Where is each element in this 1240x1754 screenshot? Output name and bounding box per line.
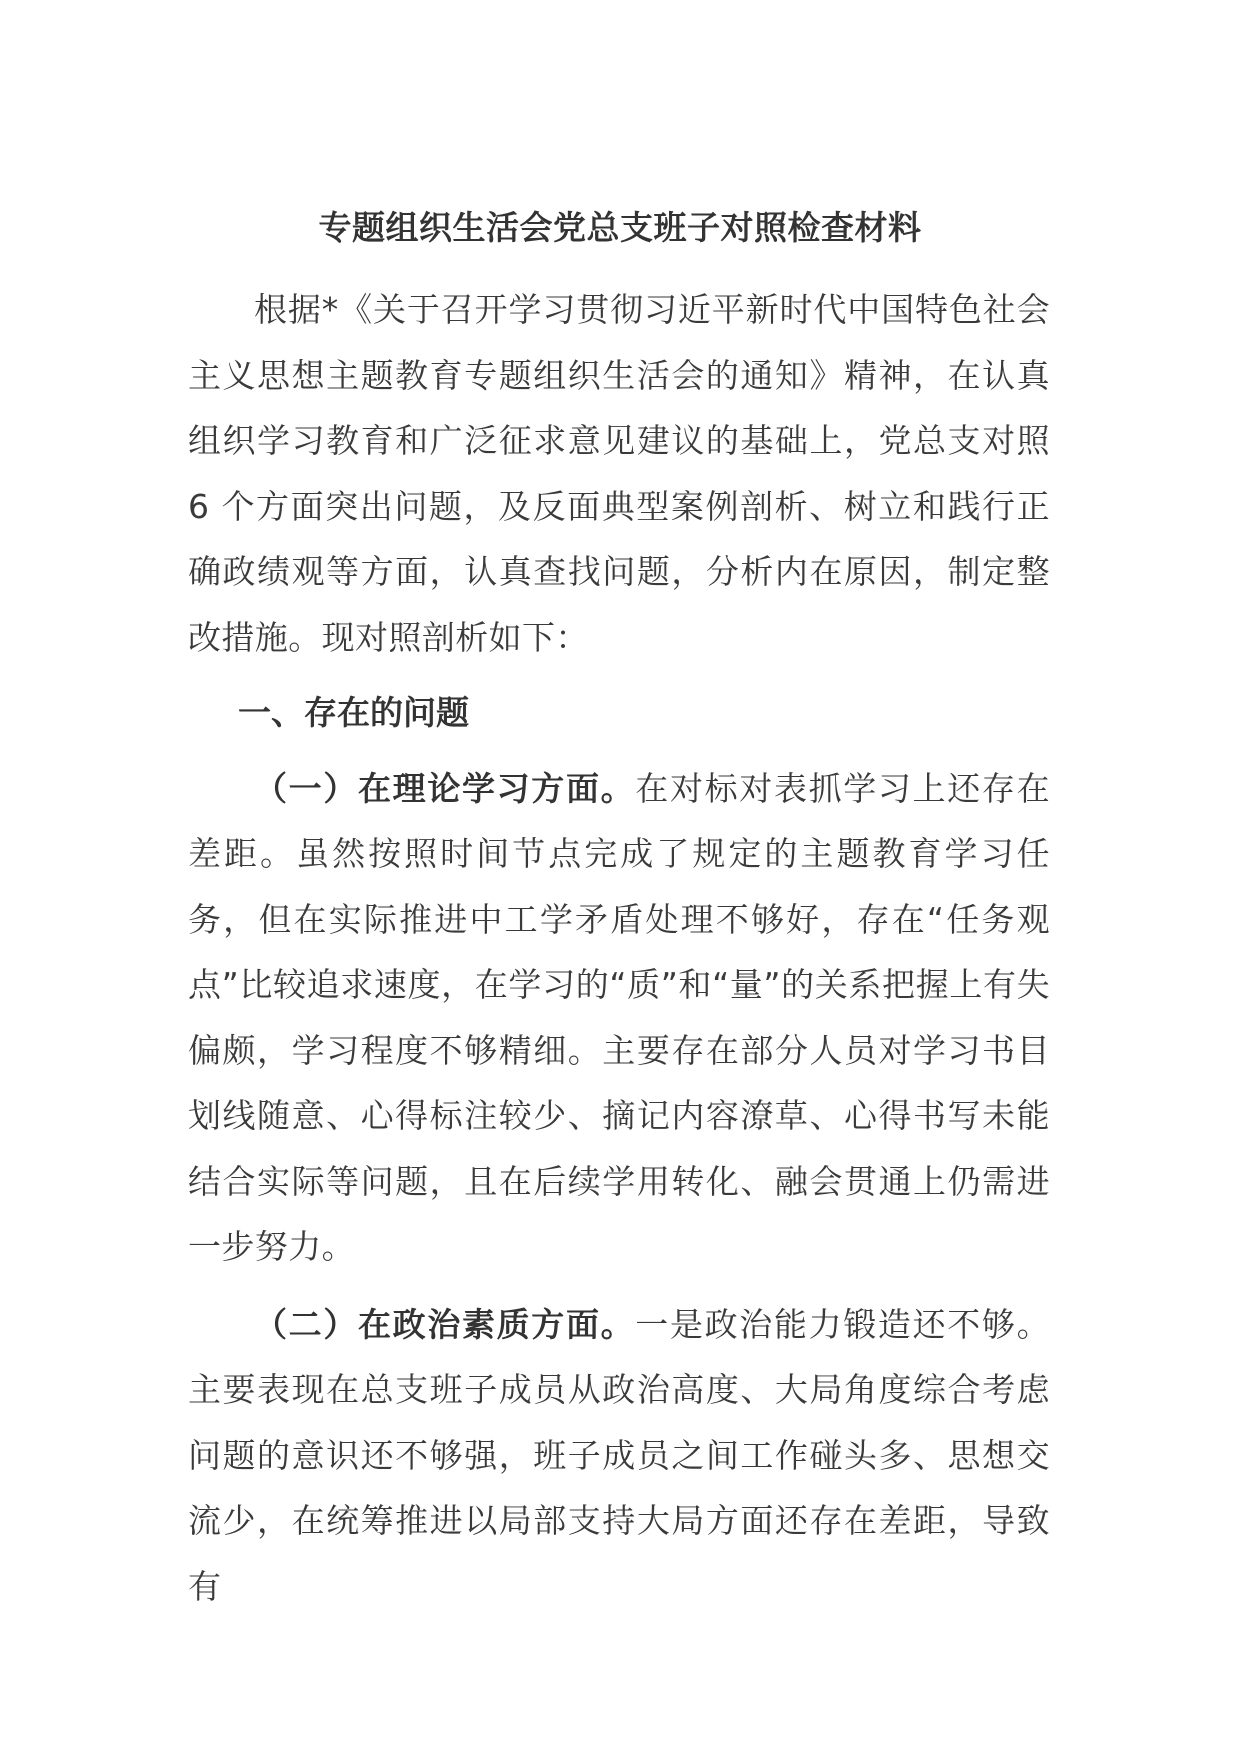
section-heading: 一、存在的问题	[238, 693, 469, 732]
theory-study-text: 在对标对表抓学习上还存在差距。虽然按照时间节点完成了规定的主题教育学习任务，但在实际推进中工学矛盾处理不够好，存在“任务观点”比较追求速度，在学习的“质”和“量”的关系把握上有失偏颇，学习程度不够精细。主要存在部分人员对学习书目划线随意、心得标注较少、摘记内容潦草、心得书写未能结合实际等问题，且在后续学用转化、融会贯通上仍需进一步努力。	[188, 768, 1050, 1266]
political-quality-text: 一是政治能力锻造还不够。主要表现在总支班子成员从政治高度、大局角度综合考虑问题的意识还不够强，班子成员之间工作碰头多、思想交流少，在统筹推进以局部支持大局方面还存在差距，导致有	[188, 1304, 1050, 1606]
document-title: 专题组织生活会党总支班子对照检查材料	[318, 208, 922, 247]
intro-paragraph: 根据*《关于召开学习贯彻习近平新时代中国特色社会主义思想主题教育专题组织生活会的通知》精神，在认真组织学习教育和广泛征求意见建议的基础上，党总支对照 6 个方面突出问题，及反面典型案例剖析、树立和践行正确政绩观等方面，认真查找问题，分析内在原因，制定整改措施。现对照剖析如下：	[188, 290, 1050, 657]
theory-study-lead: （一）在理论学习方面。	[254, 768, 636, 808]
document-body	[188, 277, 1050, 1619]
political-quality-lead: （二）在政治素质方面。	[254, 1304, 636, 1344]
political-quality-paragraph	[188, 1292, 1050, 1620]
theory-study-paragraph	[188, 756, 1050, 1280]
